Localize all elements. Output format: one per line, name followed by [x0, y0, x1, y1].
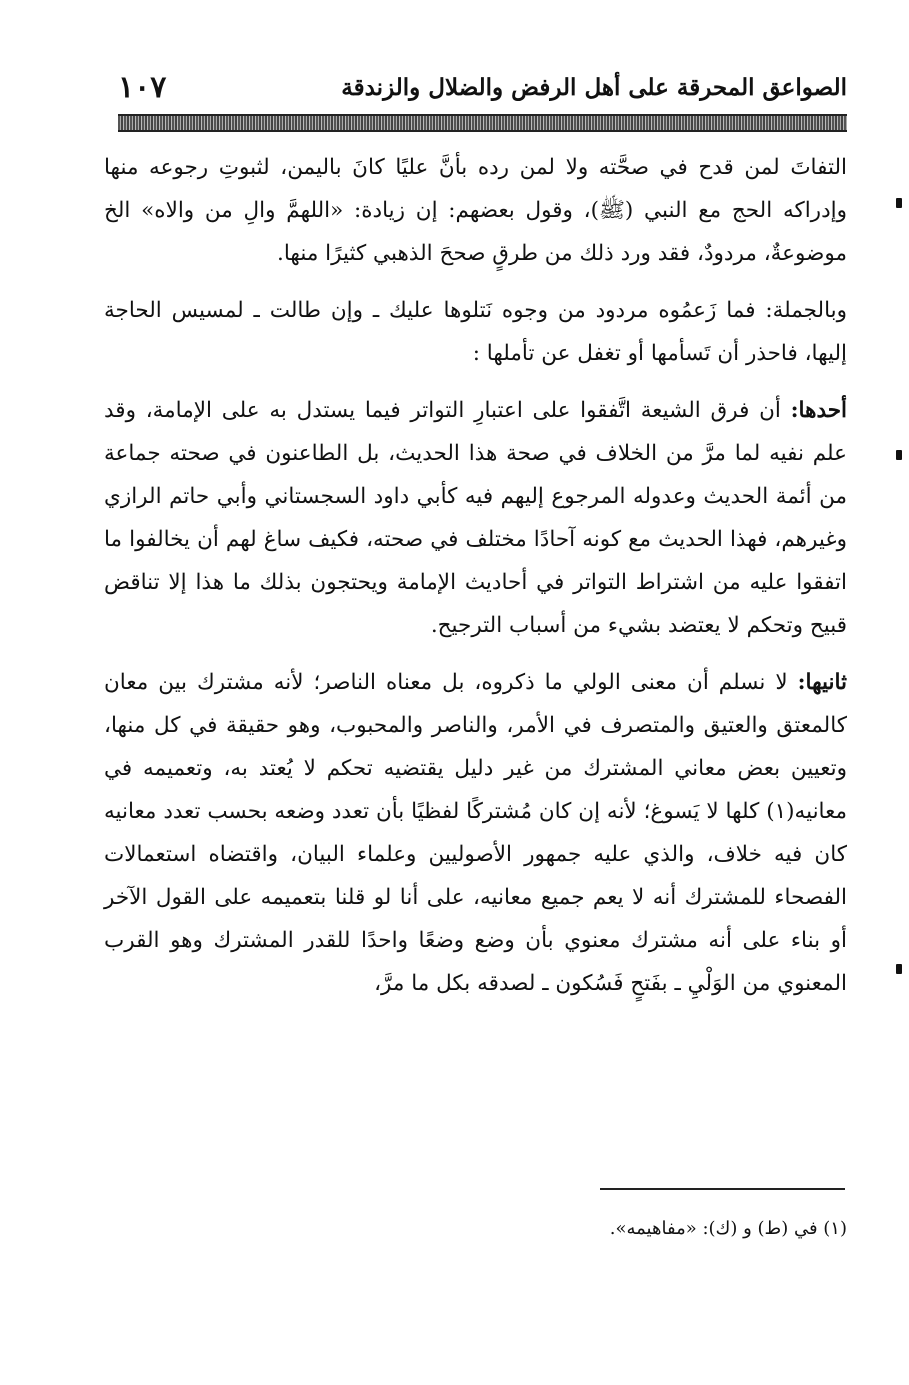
margin-mark	[896, 964, 902, 974]
paragraph	[104, 146, 847, 275]
margin-mark	[896, 198, 902, 208]
paragraph	[104, 661, 847, 1005]
paragraph	[104, 289, 847, 375]
paragraph-lead: أحدها:	[790, 398, 847, 423]
page-header	[118, 70, 847, 110]
paragraph-text: وبالجملة: فما زَعمُوه مردود من وجوه نَتلوها عليك ـ وإن طالت ـ لمسيس الحاجة إليها، فاحذر أن تَسأمها أو تغفل عن تأملها :	[104, 298, 847, 366]
page-number: ١٠٧	[118, 70, 167, 105]
header-divider	[118, 114, 847, 132]
paragraph-text: لا نسلم أن معنى الولي ما ذكروه، بل معناه الناصر؛ لأنه مشترك بين معان كالمعتق والعتيق والمتصرف في الأمر، والناصر والمحبوب، وهو حقيقة في كل منها، وتعيين بعض معاني المشترك من غير دليل يقتضيه تحكم لا يُعتد به، وتعميمه في معانيه(١) كلها لا يَسوغ؛ لأنه إن كان مُشتركًا لفظيًا بأن تعدد وضعه بحسب تعدد معانيه كان فيه خلاف، والذي عليه جمهور الأصوليين وعلماء البيان، واقتضاه استعمالات الفصحاء للمشترك أنه لا يعم جميع معانيه، على أنا لو قلنا بتعميمه على القول الآخر أو بناء على أنه مشترك معنوي بأن وضع وضعًا واحدًا للقدر المشترك وهو القرب المعنوي من الوَلْيِ ـ بفَتحٍ فَسُكون ـ لصدقه بكل ما مرَّ،	[104, 670, 847, 996]
paragraph-text: التفاتَ لمن قدح في صحَّته ولا لمن رده بأنَّ عليًا كانَ باليمن، لثبوتِ رجوعه منها وإدراكه الحج مع النبي (ﷺ)، وقول بعضهم: إن زيادة: «اللهمَّ والِ من والاه» الخ موضوعةٌ، مردودٌ، فقد ورد ذلك من طرقٍ صححَ الذهبي كثيرًا منها.	[104, 155, 847, 266]
paragraph-text: أن فرق الشيعة اتَّفقوا على اعتبارِ التواتر فيما يستدل به على الإمامة، وقد علم نفيه لما مرَّ من الخلاف في صحة هذا الحديث، بل الطاعنون في صحته جماعة من أئمة الحديث وعدوله المرجوع إليهم فيه كأبي داود السجستاني وأبي حاتم الرازي وغيرهم، فهذا الحديث مع كونه آحادًا مختلف في صحته، فكيف ساغ لهم أن يخالفوا ما اتفقوا عليه من اشتراط التواتر في أحاديث الإمامة ويحتجون بذلك ما هذا إلا تناقض قبيح وتحكم لا يعتضد بشيء من أسباب الترجيح.	[104, 398, 847, 638]
main-text	[104, 146, 847, 1019]
paragraph-lead: ثانيها:	[797, 670, 847, 695]
footnote-divider	[600, 1188, 845, 1190]
margin-mark	[896, 450, 902, 460]
paragraph	[104, 389, 847, 647]
running-title: الصواعق المحرقة على أهل الرفض والضلال والزندقة	[341, 74, 847, 101]
footnote: (١) في (ط) و (ك): «مفاهيمه».	[609, 1218, 847, 1239]
